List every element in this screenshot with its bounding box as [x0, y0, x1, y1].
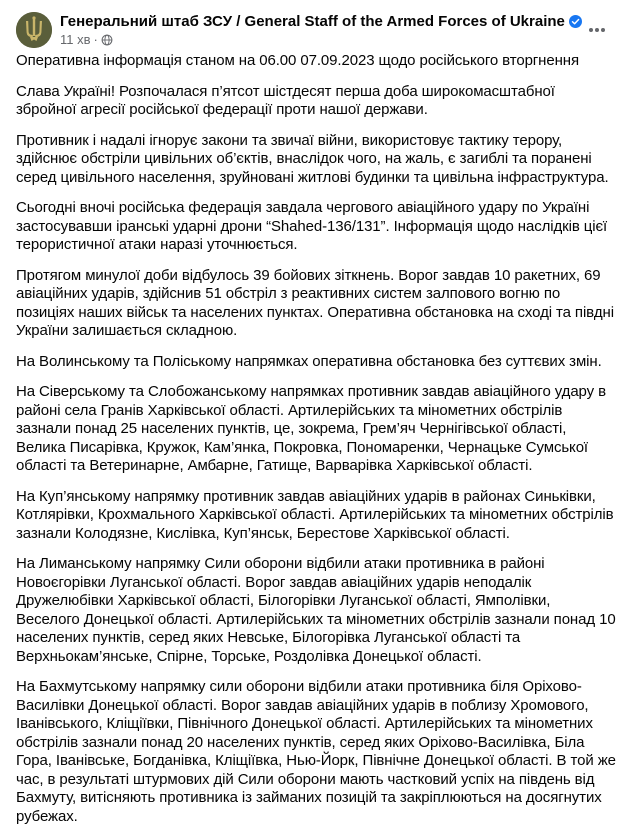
post-paragraph: На Куп’янському напрямку противник завдав авіаційних ударів в районах Синьківки, Котлярівки, Крохмального Харківської області. Артилерійських та мінометних обстрілів зазнали Колодязне, Кислівка, Куп’янськ, Берестове Харківської області.: [16, 487, 614, 542]
more-horizontal-icon: [587, 20, 607, 40]
post-paragraph: На Бахмутському напрямку сили оборони відбили атаки противника біля Оріхово-Василівки Донецької області. Ворог завдав авіаційних ударів в поблизу Хромового, Іванівського, Кліщіївки, Північного Донецької області. Артилерійських та мінометних обстрілів зазнали понад 20 населених пунктів, серед яких Оріхово-Василівка, Біла Гора, Іванівське, Богданівка, Кліщіївка, Нью-Йорк, Північне Донецької області. В той же час, в результаті штурмових дій Сили оборони мають частковий успіх на південь від Бахмуту, витісняють противника із займаних позицій та закріплюються на досягнутих рубежах.: [16, 678, 616, 825]
trident-emblem-icon: [16, 12, 52, 48]
meta-separator: ·: [93, 32, 98, 47]
author-name[interactable]: Генеральний штаб ЗСУ / General Staff of the Armed Forces of Ukraine: [60, 13, 565, 30]
post-paragraph: Противник і надалі ігнорує закони та звичаї війни, використовує тактику терору, здійснює обстріли цивільних об’єктів, внаслідок чого, на жаль, є загиблі та поранені серед цивільного населення, зруйновані житлові будинки та цивільна інфраструктура.: [16, 131, 609, 186]
globe-icon[interactable]: [101, 34, 113, 46]
post-paragraph: На Сіверському та Слобожанському напрямках противник завдав авіаційного удару в районі села Гранів Харківської області. Артилерійських та мінометних обстрілів зазнали понад 25 населених пунктів, це, зокрема, Грем’яч Чернігівської області, Велика Писарівка, Кружок, Кам’янка, Покровка, Пономаренки, Чернацьке Сумської області та Ветеринарне, Амбарне, Гатище, Варварівка Харківської області.: [16, 383, 606, 474]
post-paragraph: Сьогодні вночі російська федерація завдала чергового авіаційного удару по Україні застосувавши іранські ударні дрони “Shahed-136/131”. Інформація щодо наслідків цієї терористичної атаки наразі уточнюється.: [16, 199, 608, 253]
post-body: [16, 52, 616, 838]
post-paragraph: Протягом минулої доби відбулось 39 бойових зіткнень. Ворог завдав 10 ракетних, 69 авіаційних ударів, здійснив 51 обстріл з реактивних систем залпового вогню по позиціях наших військ та населених пунктах. Оперативна обстановка на сході та півдні України залишається складною.: [16, 266, 614, 339]
post-paragraph: На Лиманському напрямку Сили оборони відбили атаки противника в районі Новоєгорівки Луганської області. Ворог завдав авіаційних ударів неподалік Дружелюбівки Харківської області, Білогорівки Луганської області, Ямполівки, Веселого Донецької області. Артилерійських та мінометних обстрілів зазнали понад 10 населених пунктів, серед яких Невське, Білогорівка Луганської області та Верхньокам’янське, Спірне, Торське, Роздолівка Донецької області.: [16, 555, 616, 665]
avatar[interactable]: [16, 12, 52, 48]
post-header: [16, 12, 615, 48]
post-paragraph: На Волинському та Поліському напрямках оперативна обстановка без суттєвих змін.: [16, 352, 602, 370]
post-timestamp[interactable]: 11 хв: [60, 32, 91, 47]
post-meta: [60, 32, 113, 48]
author-line: [60, 13, 582, 31]
post-paragraph: Оперативна інформація станом на 06.00 07.09.2023 щодо російського вторгнення: [16, 52, 579, 69]
post-paragraph: Слава Україні! Розпочалася п’ятсот шістдесят перша доба широкомасштабної збройної агресії російської федерації проти нашої держави.: [16, 82, 555, 118]
more-options-button[interactable]: [579, 12, 615, 48]
